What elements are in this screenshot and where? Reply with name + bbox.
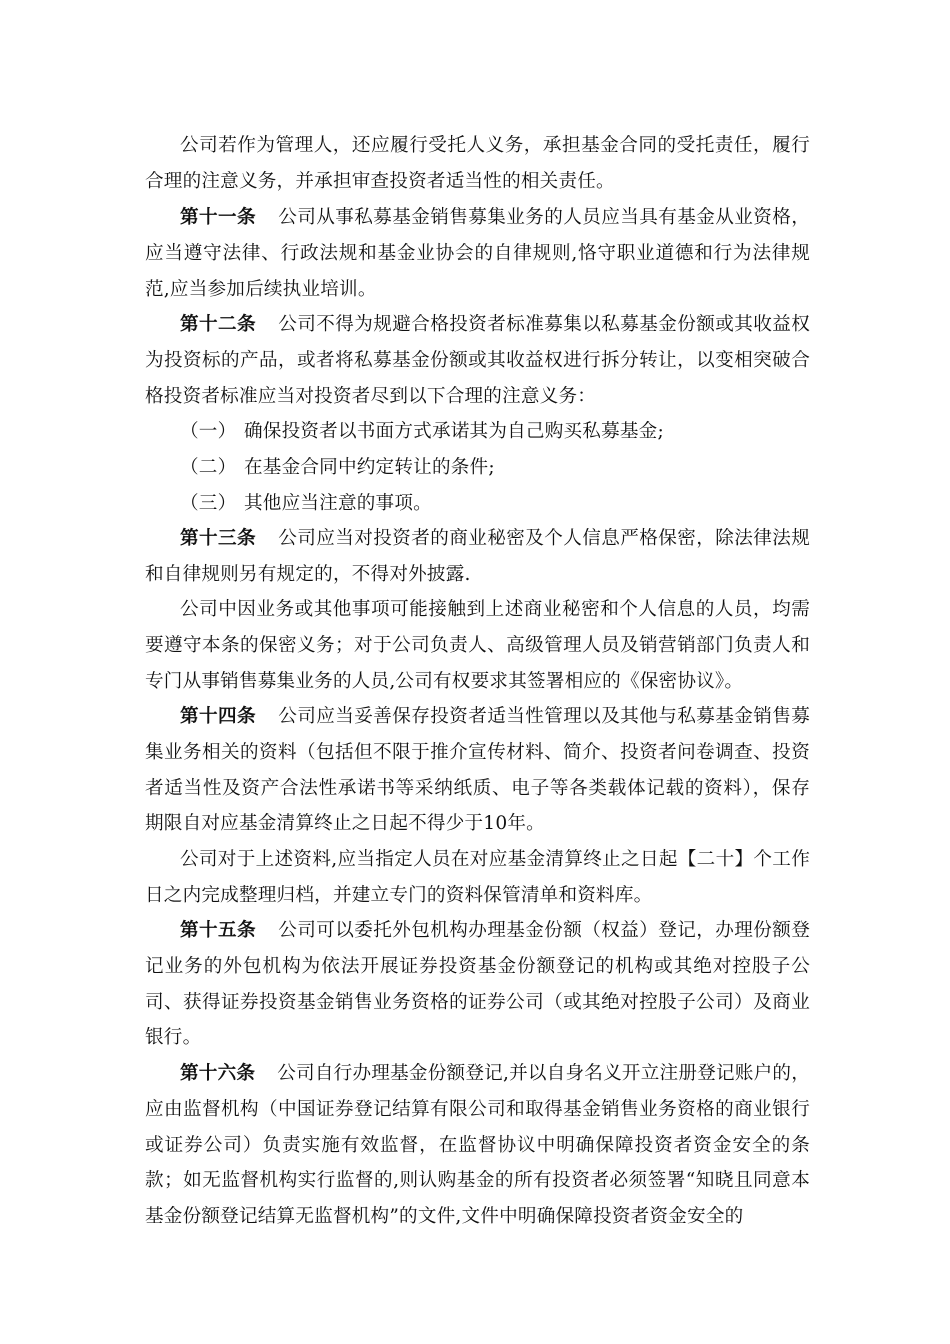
article-16 <box>145 1056 810 1235</box>
list-marker: （三） <box>180 493 237 514</box>
article-12-item-2 <box>180 450 810 486</box>
list-marker: （二） <box>180 457 237 478</box>
article-13 <box>145 521 810 593</box>
article-11-title: 第十一条 <box>180 207 256 228</box>
article-11 <box>145 200 810 307</box>
article-15-body: 公司可以委托外包机构办理基金份额（权益）登记，办理份额登记业务的外包机构为依法开展证券投资基金份额登记的机构或其绝对控股子公司、获得证券投资基金销售业务资格的证券公司（或其绝对控股子公司）及商业银行。 <box>145 920 810 1049</box>
article-12 <box>145 307 810 414</box>
paragraph-text: 公司中因业务或其他事项可能接触到上述商业秘密和个人信息的人员，均需要遵守本条的保密义务；对于公司负责人、高级管理人员及销营销部门负责人和专门从事销售募集业务的人员,公司有权要求其签署相应的《保密协议》。 <box>145 599 810 692</box>
paragraph-text: 公司若作为管理人，还应履行受托人义务，承担基金合同的受托责任，履行合理的注意义务，并承担审查投资者适当性的相关责任。 <box>145 135 810 192</box>
paragraph-manager-duty <box>145 128 810 200</box>
article-14 <box>145 699 810 842</box>
article-13-paragraph-2 <box>145 592 810 699</box>
article-12-body: 公司不得为规避合格投资者标准募集以私募基金份额或其收益权为投资标的产品，或者将私募基金份额或其收益权进行拆分转让，以变相突破合格投资者标准应当对投资者尽到以下合理的注意义务： <box>145 314 810 407</box>
article-16-title: 第十六条 <box>180 1063 256 1084</box>
article-12-title: 第十二条 <box>180 314 256 335</box>
article-14-title: 第十四条 <box>180 706 256 727</box>
article-13-title: 第十三条 <box>180 528 256 549</box>
article-11-body: 公司从事私募基金销售募集业务的人员应当具有基金从业资格，应当遵守法律、行政法规和基金业协会的自律规则,恪守职业道德和行为法律规范,应当参加后续执业培训。 <box>145 207 810 300</box>
list-item-text: 在基金合同中约定转让的条件; <box>244 457 495 478</box>
article-12-item-3 <box>180 486 810 522</box>
article-14-body: 公司应当妥善保存投资者适当性管理以及其他与私募基金销售募集业务相关的资料（包括但不限于推介宣传材料、简介、投资者问卷调查、投资者适当性及资产合法性承诺书等采纳纸质、电子等各类载体记载的资料），保存期限自对应基金清算终止之日起不得少于10年。 <box>145 706 810 835</box>
list-item-text: 其他应当注意的事项。 <box>244 493 432 514</box>
paragraph-text: 公司对于上述资料,应当指定人员在对应基金清算终止之日起【二十】个工作日之内完成整理归档，并建立专门的资料保管清单和资料库。 <box>145 849 810 906</box>
article-15-title: 第十五条 <box>180 920 256 941</box>
article-13-body: 公司应当对投资者的商业秘密及个人信息严格保密，除法律法规和自律规则另有规定的，不得对外披露. <box>145 528 810 585</box>
list-item-text: 确保投资者以书面方式承诺其为自己购买私募基金; <box>244 421 664 442</box>
article-15 <box>145 913 810 1056</box>
article-16-body: 公司自行办理基金份额登记,并以自身名义开立注册登记账户的，应由监督机构（中国证券登记结算有限公司和取得基金销售业务资格的商业银行或证券公司）负责实施有效监督，在监督协议中明确保障投资者资金安全的条款；如无监督机构实行监督的,则认购基金的所有投资者必须签署“知晓且同意本基金份额登记结算无监督机构”的文件,文件中明确保障投资者资金安全的 <box>145 1063 810 1228</box>
article-14-paragraph-2 <box>145 842 810 914</box>
article-12-item-1 <box>180 414 810 450</box>
list-marker: （一） <box>180 421 237 442</box>
